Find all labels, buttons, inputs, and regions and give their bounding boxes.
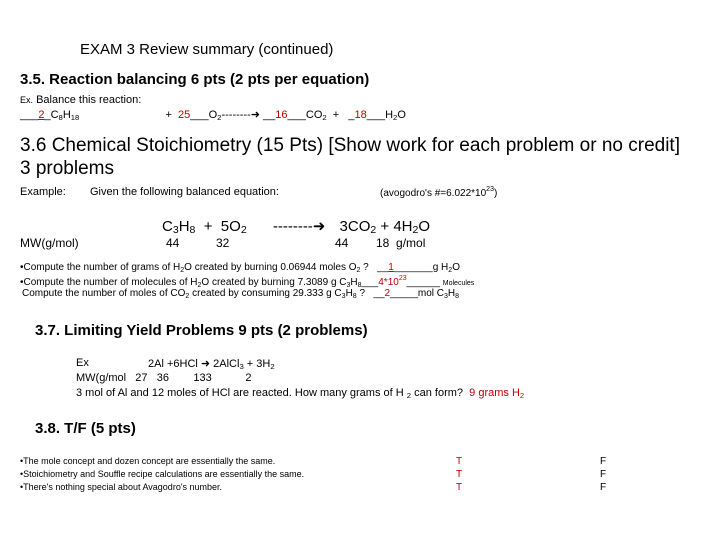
section-3-8-heading: 3.8. T/F (5 pts) <box>35 420 136 437</box>
tf-item: •The mole concept and dozen concept are essentially the same. <box>20 456 276 466</box>
limiting-question: 3 mol of Al and 12 moles of HCl are reacted. How many grams of H $_2$ can form? 9 grams $H_2$ <box>76 387 525 400</box>
tf-item: •Stoichiometry and Souffle recipe calculations are essentially the same. <box>20 469 305 479</box>
tf-false-mark: F <box>600 456 607 467</box>
section-3-5-heading: 3.5. Reaction balancing 6 pts (2 pts per equation) <box>20 71 370 88</box>
reaction-equation: $\_\_\_2\_C_8H_{18}$ + $25\_\_\_O_2--------➜$ $\_\_16\_\_\_CO_2$ + $\_18\_\_\_H_2O$ <box>20 109 406 122</box>
stoich-question-2: •Compute the number of molecules of $H_2O$ created by burning 7.3089 g $C_3H_8\_\_\_4*10^{23}\_\_\_\_\_\_$ Molecules <box>20 275 475 289</box>
example-label: Example: <box>20 186 66 198</box>
tf-item: •There's nothing special about Avagodro's number. <box>20 482 223 492</box>
avogadro-note: (avogodro's $\#=6.022*10^{23}$) <box>380 186 498 199</box>
section-3-7-heading: 3.7. Limiting Yield Problems 9 pts (2 problems) <box>35 322 368 339</box>
tf-false-mark: F <box>600 469 607 480</box>
answer-3: 2 <box>384 288 391 299</box>
limiting-answer: 9 grams $H_2$ <box>469 387 525 400</box>
section-3-6-heading: 3.6 Chemical Stoichiometry (15 Pts) [Show work for each problem or no credit] <box>20 135 680 156</box>
limiting-mw: MW(g/mol 27 36 133 2 <box>76 372 252 384</box>
mw-h2o: 18 g/mol <box>376 236 426 250</box>
mw-o2: 32 <box>216 236 230 250</box>
tf-true-mark: T <box>456 456 463 467</box>
mw-label: MW(g/mol) <box>20 236 79 250</box>
coef-co2: 16 <box>275 109 288 121</box>
answer-2: $4*10^{23}$ <box>378 275 407 288</box>
answer-1: 1 <box>388 262 394 273</box>
tf-true-mark: T <box>456 469 463 480</box>
section-3-6-subheading: 3 problems <box>20 158 114 179</box>
limiting-example-label: Ex <box>76 357 89 369</box>
page-title: EXAM 3 Review summary (continued) <box>80 41 334 58</box>
coef-o2: 25 <box>178 109 191 121</box>
tf-true-mark: T <box>456 482 463 493</box>
coef-c3h8: 2 <box>38 109 45 121</box>
limiting-equation: 2Al +6HCl ➜ 2AlCl$_3$ + $3H_2$ <box>148 358 275 371</box>
stoich-equation: $C_3H_8 + 5O_2$ --------➜ $3CO_2 + 4H_2O$ <box>162 218 431 236</box>
stoich-question-1: •Compute the number of grams of $H_2O$ created by burning 0.06944 moles $O_2$ ? __1_______g $H_2O$ <box>20 262 460 274</box>
given-text: Given the following balanced equation: <box>90 186 279 198</box>
balance-instruction: Ex. Balance this reaction: <box>20 94 142 106</box>
stoich-question-3: Compute the number of moles of $CO_2$ created by consuming 29.333 g $C_3H_8$ ? __2_____mol $C_3H_8$ <box>22 288 460 300</box>
tf-false-mark: F <box>600 482 607 493</box>
coef-h2o: 18 <box>354 109 367 121</box>
mw-co2: 44 <box>335 236 349 250</box>
mw-c3h8: 44 <box>166 236 180 250</box>
